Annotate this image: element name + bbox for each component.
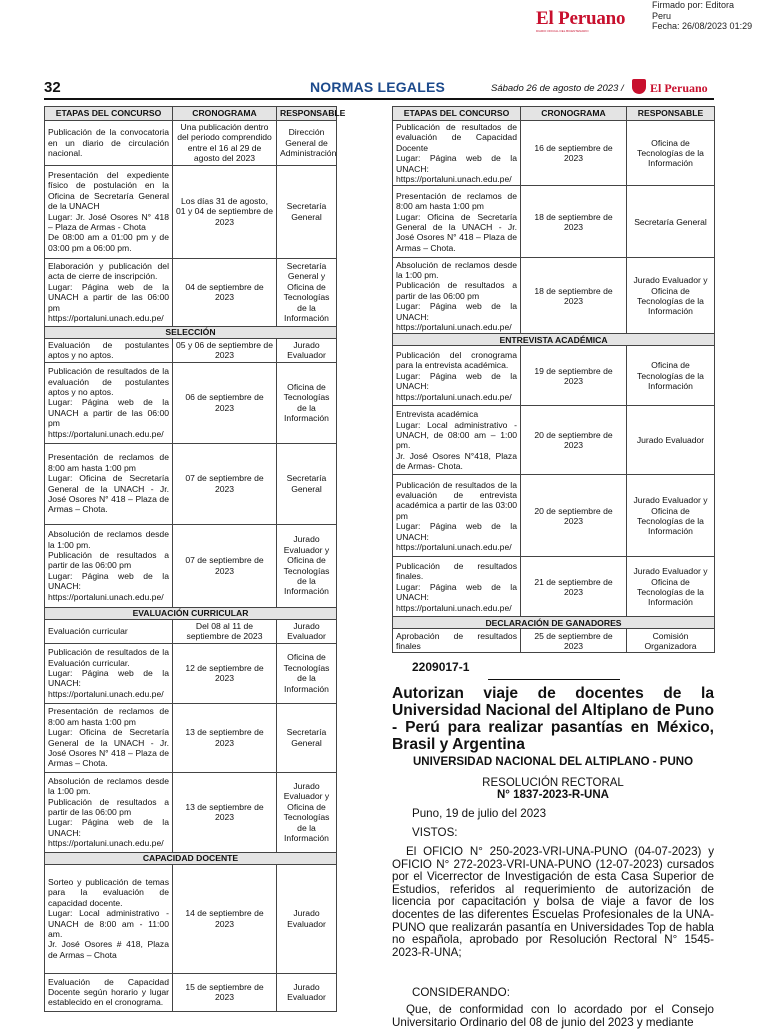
- column-header: CRONOGRAMA: [173, 107, 277, 121]
- resolution-number: N° 1837-2023-R-UNA: [497, 789, 609, 801]
- resolution-date: Puno, 19 de julio del 2023: [412, 807, 547, 820]
- schedule-cell: 06 de septiembre de 2023: [173, 362, 277, 443]
- digital-signature: [652, 0, 752, 32]
- table-row: [45, 165, 337, 258]
- stage-cell: Absolución de reclamos desde la 1:00 pm. Publicación de resultados a partir de las 06:00 pm Lugar: Página web de la UNACH: https://portaluni.unach.edu.pe/: [393, 258, 521, 334]
- schedule-table-right: [392, 106, 715, 653]
- stage-cell: Absolución de reclamos desde la 1:00 pm. Publicación de resultados a partir de las 06:00 pm Lugar: Página web de la UNACH: https://portaluni.unach.edu.pe/: [45, 524, 173, 607]
- resolution-type: RESOLUCIÓN RECTORAL: [482, 777, 624, 789]
- masthead-logo-sub: DIARIO OFICIAL DEL BICENTENARIO: [536, 29, 589, 33]
- stage-cell: Publicación de la convocatoria en un diario de circulación nacional.: [45, 121, 173, 166]
- header-rule: [44, 98, 714, 100]
- responsible-cell: Secretaría General: [277, 443, 337, 524]
- table-row: [45, 973, 337, 1011]
- responsible-cell: Jurado Evaluador y Oficina de Tecnologías de la Información: [627, 475, 715, 557]
- schedule-cell: Los días 31 de agosto, 01 y 04 de septiembre de 2023: [173, 165, 277, 258]
- table-row: [45, 643, 337, 703]
- table-row: [45, 864, 337, 973]
- stage-cell: Presentación de reclamos de 8:00 am hasta 1:00 pm Lugar: Oficina de Secretaría General de la UNACH - Jr. José Osores N° 418 – Plaza de Armas – Chota.: [45, 443, 173, 524]
- column-header: ETAPAS DEL CONCURSO: [45, 107, 173, 121]
- table-row: [393, 475, 715, 557]
- section-heading: EVALUACIÓN CURRICULAR: [45, 607, 337, 619]
- responsible-cell: Secretaría General: [277, 703, 337, 772]
- responsible-cell: Jurado Evaluador y Oficina de Tecnologías de la Información: [627, 258, 715, 334]
- stage-cell: Absolución de reclamos desde la 1:00 pm. Publicación de resultados a partir de las 06:00 pm Lugar: Página web de la UNACH: https://portaluni.unach.edu.pe/: [45, 772, 173, 852]
- article-title: Autorizan viaje de docentes de la Universidad Nacional del Altiplano de Puno - Perú para realizar pasantías en México, Brasil y Argentina: [392, 685, 714, 753]
- responsible-cell: Jurado Evaluador y Oficina de Tecnologías de la Información: [277, 524, 337, 607]
- responsible-cell: Comisión Organizadora: [627, 629, 715, 653]
- responsible-cell: Jurado Evaluador: [277, 619, 337, 643]
- table-row: [45, 258, 337, 326]
- section-heading: CAPACIDAD DOCENTE: [45, 852, 337, 864]
- signature-line: Fecha: 26/08/2023 01:29: [652, 21, 753, 31]
- schedule-cell: 15 de septiembre de 2023: [173, 973, 277, 1011]
- schedule-cell: 04 de septiembre de 2023: [173, 258, 277, 326]
- signature-line: Peru: [652, 10, 672, 21]
- header-brand: El Peruano: [650, 81, 708, 95]
- page-number: 32: [44, 79, 61, 96]
- stage-cell: Evaluación de Capacidad Docente según horario y lugar establecido en el cronograma.: [45, 973, 173, 1011]
- stage-cell: Publicación del cronograma para la entrevista académica. Lugar: Página web de la UNACH: https://portaluni.unach.edu.pe/: [393, 346, 521, 406]
- schedule-cell: 14 de septiembre de 2023: [173, 864, 277, 973]
- table-row: [393, 186, 715, 258]
- schedule-cell: 13 de septiembre de 2023: [173, 772, 277, 852]
- schedule-cell: 12 de septiembre de 2023: [173, 643, 277, 703]
- section-heading: SELECCIÓN: [45, 326, 337, 338]
- masthead-logo: El Peruano: [536, 8, 626, 29]
- column-header: ETAPAS DEL CONCURSO: [393, 107, 521, 121]
- responsible-cell: Secretaría General y Oficina de Tecnologías de la Información: [277, 258, 337, 326]
- stage-cell: Entrevista académica Lugar: Local administrativo - UNACH, de 08:00 am – 1:00 pm. Jr. José Osores N°418, Plaza de Armas- Chota.: [393, 406, 521, 475]
- stage-cell: Evaluación curricular: [45, 619, 173, 643]
- schedule-cell: Una publicación dentro del periodo comprendido entre el 16 al 29 de agosto del 2023: [173, 121, 277, 166]
- table-row: [45, 772, 337, 852]
- signature-line: Firmado por: Editora: [652, 0, 735, 10]
- stage-cell: Sorteo y publicación de temas para la evaluación de capacidad docente. Lugar: Local administrativo - UNACH de 8:00 am - 11:00 am. Jr. José Osores # 418, Plaza de Armas – Chota: [45, 864, 173, 973]
- schedule-cell: 18 de septiembre de 2023: [521, 258, 627, 334]
- table-row: [45, 703, 337, 772]
- table-row: [45, 619, 337, 643]
- stage-cell: Publicación de resultados de evaluación de Capacidad Docente Lugar: Página web de la UNACH: https://portaluni.unach.edu.pe/: [393, 121, 521, 186]
- section-title: NORMAS LEGALES: [310, 79, 446, 95]
- section-heading: DECLARACIÓN DE GANADORES: [393, 617, 715, 629]
- table-row: [393, 406, 715, 475]
- responsible-cell: Oficina de Tecnologías de la Información: [627, 346, 715, 406]
- table-row: [393, 346, 715, 406]
- table-row: [393, 629, 715, 653]
- responsible-cell: Oficina de Tecnologías de la Información: [277, 643, 337, 703]
- notice-code: 2209017-1: [412, 660, 470, 674]
- schedule-table-left: [44, 106, 346, 1012]
- schedule-cell: 21 de septiembre de 2023: [521, 557, 627, 617]
- schedule-cell: 20 de septiembre de 2023: [521, 475, 627, 557]
- stage-cell: Publicación de resultados finales. Lugar: Página web de la UNACH: https://portaluni.unach.edu.pe/: [393, 557, 521, 617]
- responsible-cell: Jurado Evaluador: [277, 338, 337, 362]
- section-row: [45, 326, 337, 338]
- section-row: [45, 607, 337, 619]
- section-row: [393, 334, 715, 346]
- schedule-cell: 07 de septiembre de 2023: [173, 443, 277, 524]
- schedule-cell: 05 y 06 de septiembre de 2023: [173, 338, 277, 362]
- issue-date: Sábado 26 de agosto de 2023 /: [491, 83, 624, 94]
- responsible-cell: Jurado Evaluador y Oficina de Tecnologías de la Información: [627, 557, 715, 617]
- table-header-row: [45, 107, 337, 121]
- table-row: [45, 524, 337, 607]
- section-row: [393, 617, 715, 629]
- section-row: [45, 852, 337, 864]
- table-row: [45, 362, 337, 443]
- considerando-heading: CONSIDERANDO:: [412, 986, 510, 999]
- responsible-cell: Jurado Evaluador: [277, 864, 337, 973]
- table-row: [45, 443, 337, 524]
- table-row: [45, 121, 337, 166]
- responsible-cell: Oficina de Tecnologías de la Información: [277, 362, 337, 443]
- schedule-cell: 07 de septiembre de 2023: [173, 524, 277, 607]
- stage-cell: Elaboración y publicación del acta de cierre de inscripción. Lugar: Página web de la UNACH a partir de las 06:00 pm https://portaluni.unach.edu.pe/: [45, 258, 173, 326]
- stage-cell: Presentación de reclamos de 8:00 am hasta 1:00 pm Lugar: Oficina de Secretaría General de la UNACH - Jr. José Osores N° 418 – Plaza de Armas – Chota.: [393, 186, 521, 258]
- table-row: [393, 557, 715, 617]
- responsible-cell: Jurado Evaluador: [277, 973, 337, 1011]
- stage-cell: Presentación del expediente físico de postulación en la Oficina de Secretaría General de la UNACH Lugar: Jr. José Osores N° 418 – Plaza de Armas - Chota De 08:00 am a 01:00 pm y de 03:00 pm a 06:00 pm.: [45, 165, 173, 258]
- institution-name: UNIVERSIDAD NACIONAL DEL ALTIPLANO - PUNO: [412, 756, 694, 768]
- vistos-heading: VISTOS:: [412, 826, 458, 839]
- responsible-cell: Jurado Evaluador: [627, 406, 715, 475]
- schedule-cell: 13 de septiembre de 2023: [173, 703, 277, 772]
- responsible-cell: Secretaría General: [627, 186, 715, 258]
- responsible-cell: Dirección General de Administración: [277, 121, 337, 166]
- table-row: [45, 338, 337, 362]
- stage-cell: Publicación de resultados de la Evaluación curricular. Lugar: Página web de la UNACH: https://portaluni.unach.edu.pe/: [45, 643, 173, 703]
- responsible-cell: Oficina de Tecnologías de la Información: [627, 121, 715, 186]
- responsible-cell: Secretaría General: [277, 165, 337, 258]
- coat-of-arms-icon: [632, 79, 646, 94]
- separator-rule: [488, 679, 620, 680]
- column-header: CRONOGRAMA: [521, 107, 627, 121]
- responsible-cell: Jurado Evaluador y Oficina de Tecnologías de la Información: [277, 772, 337, 852]
- schedule-cell: Del 08 al 11 de septiembre de 2023: [173, 619, 277, 643]
- stage-cell: Presentación de reclamos de 8:00 am hasta 1:00 pm Lugar: Oficina de Secretaría General de la UNACH - Jr. José Osores N° 418 – Plaza de Armas – Chota.: [45, 703, 173, 772]
- schedule-cell: 16 de septiembre de 2023: [521, 121, 627, 186]
- stage-cell: Evaluación de postulantes aptos y no aptos.: [45, 338, 173, 362]
- schedule-cell: 20 de septiembre de 2023: [521, 406, 627, 475]
- vistos-paragraph: El OFICIO N° 250-2023-VRI-UNA-PUNO (04-07-2023) y OFICIO N° 272-2023-VRI-UNA-PUNO (12-07-2023) cursados por el Vicerrector de Investigación de esta Casa Superior de Estudios, referidos al requerimiento de autorización de licencia por capacitación y bolsa de viaje a favor de los docentes de las diferentes Escuelas Profesionales de la UNA-PUNO que realizarán pasantía en Universidades Top de habla no española, aprobado por Resolución Rectoral N° 1545-2023-R-UNA;: [392, 845, 714, 959]
- stage-cell: Publicación de resultados de la evaluación de entrevista académica a partir de las 03:00 pm Lugar: Página web de la UNACH: https://portaluni.unach.edu.pe/: [393, 475, 521, 557]
- schedule-cell: 19 de septiembre de 2023: [521, 346, 627, 406]
- considerando-paragraph: Que, de conformidad con lo acordado por el Consejo Universitario Ordinario del 08 de junio del 2023 y mediante: [392, 1003, 714, 1029]
- schedule-cell: 25 de septiembre de 2023: [521, 629, 627, 653]
- stage-cell: Aprobación de resultados finales: [393, 629, 521, 653]
- table-row: [393, 121, 715, 186]
- stage-cell: Publicación de resultados de la evaluación de postulantes aptos y no aptos. Lugar: Página web de la UNACH a partir de las 06:00 pm https://portaluni.unach.edu.pe/: [45, 362, 173, 443]
- section-heading: ENTREVISTA ACADÉMICA: [393, 334, 715, 346]
- table-row: [393, 258, 715, 334]
- column-header: RESPONSABLE: [627, 107, 715, 121]
- column-header: RESPONSABLE: [277, 107, 337, 121]
- table-header-row: [393, 107, 715, 121]
- schedule-cell: 18 de septiembre de 2023: [521, 186, 627, 258]
